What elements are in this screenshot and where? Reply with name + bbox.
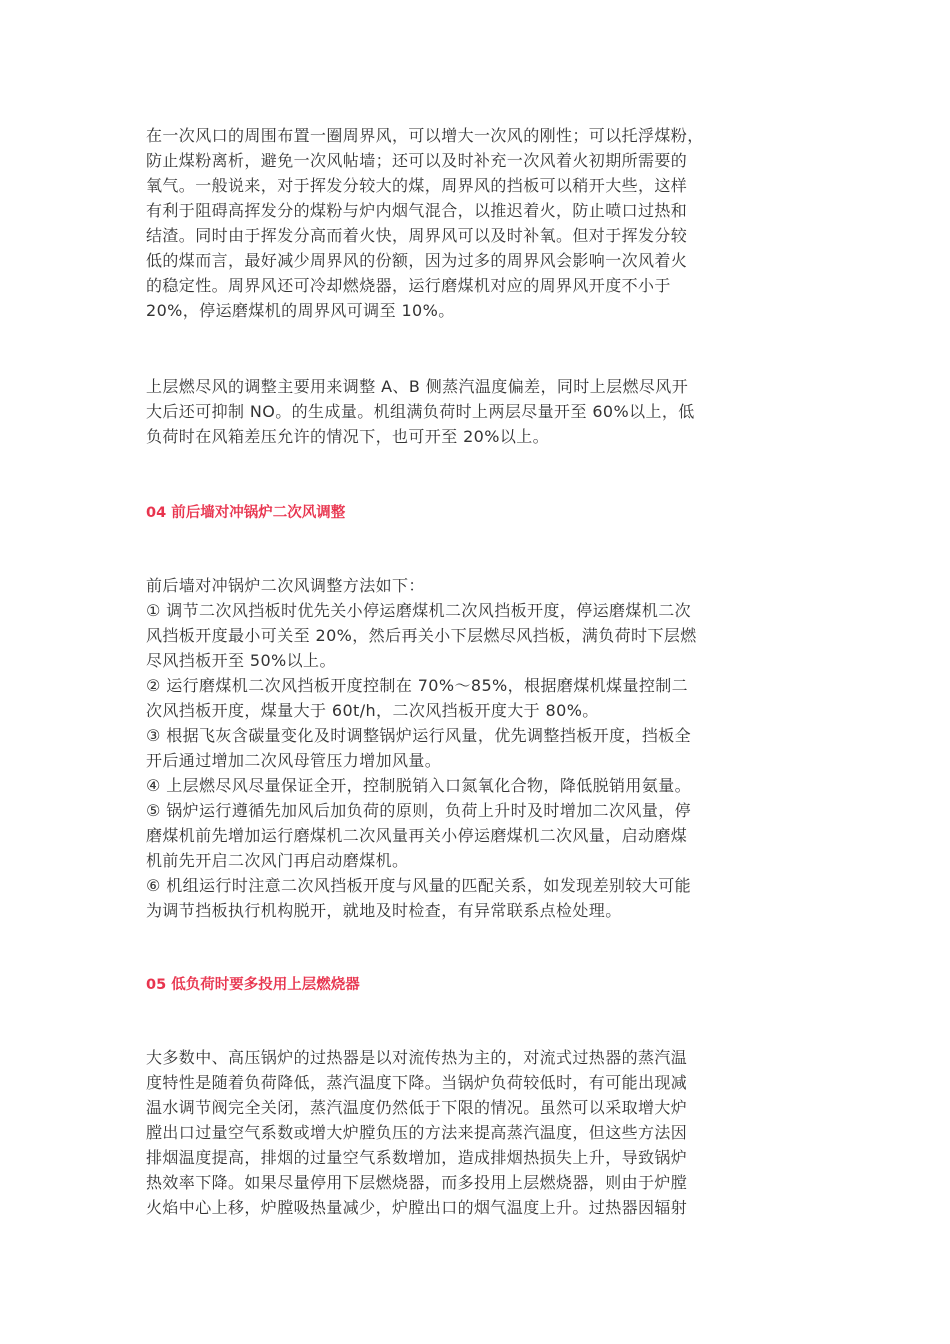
list-item: ① 调节二次风挡板时优先关小停运磨煤机二次风挡板开度，停运磨煤机二次 — [146, 601, 692, 620]
paragraph-secondary-air-method — [146, 573, 816, 923]
text-line: 负荷时在风箱差压允许的情况下，也可开至 20%以上。 — [146, 427, 550, 446]
text-line: 为调节挡板执行机构脱开，就地及时检查，有异常联系点检处理。 — [146, 901, 622, 920]
text-line: 在一次风口的周围布置一圈周界风，可以增大一次风的刚性；可以托浮煤粉， — [146, 126, 704, 145]
text-line: 次风挡板开度，煤量大于 60t/h，二次风挡板开度大于 80%。 — [146, 701, 599, 720]
paragraph-upper-burners — [146, 1045, 816, 1220]
list-item: ④ 上层燃尽风尽量保证全开，控制脱销入口氮氧化合物，降低脱销用氨量。 — [146, 776, 692, 795]
text-line: 20%，停运磨煤机的周界风可调至 10%。 — [146, 301, 455, 320]
list-item: ③ 根据飞灰含碳量变化及时调整锅炉运行风量，优先调整挡板开度，挡板全 — [146, 726, 692, 745]
text-line: 有利于阻碍高挥发分的煤粉与炉内烟气混合，以推迟着火，防止喷口过热和 — [146, 201, 688, 220]
text-line: 低的煤而言，最好减少周界风的份额，因为过多的周界风会影响一次风着火 — [146, 251, 688, 270]
paragraph-overfire-air — [146, 374, 816, 449]
list-item: ② 运行磨煤机二次风挡板开度控制在 70%～85%，根据磨煤机煤量控制二 — [146, 676, 689, 695]
text-line: 前后墙对冲锅炉二次风调整方法如下： — [146, 576, 425, 595]
text-line: 磨煤机前先增加运行磨煤机二次风量再关小停运磨煤机二次风量，启动磨煤 — [146, 826, 688, 845]
text-line: 风挡板开度最小可关至 20%，然后再关小下层燃尽风挡板，满负荷时下层燃 — [146, 626, 697, 645]
text-line: 氧气。一般说来，对于挥发分较大的煤，周界风的挡板可以稍开大些，这样 — [146, 176, 688, 195]
text-line: 开后通过增加二次风母管压力增加风量。 — [146, 751, 442, 770]
text-line: 温水调节阀完全关闭，蒸汽温度仍然低于下限的情况。虽然可以采取增大炉 — [146, 1098, 688, 1117]
text-line: 的稳定性。周界风还可冷却燃烧器，运行磨煤机对应的周界风开度不小于 — [146, 276, 671, 295]
text-line: 热效率下降。如果尽量停用下层燃烧器，而多投用上层燃烧器，则由于炉膛 — [146, 1173, 688, 1192]
list-item: ⑥ 机组运行时注意二次风挡板开度与风量的匹配关系，如发现差别较大可能 — [146, 876, 692, 895]
section-heading-05: 05 低负荷时要多投用上层燃烧器 — [146, 977, 360, 993]
section-heading-04: 04 前后墙对冲锅炉二次风调整 — [146, 505, 346, 521]
list-item: ⑤ 锅炉运行遵循先加风后加负荷的原则，负荷上升时及时增加二次风量，停 — [146, 801, 692, 820]
text-line: 机前先开启二次风门再启动磨煤机。 — [146, 851, 409, 870]
text-line: 火焰中心上移，炉膛吸热量减少，炉膛出口的烟气温度上升。过热器因辐射 — [146, 1198, 688, 1217]
text-line: 防止煤粉离析，避免一次风帖墙；还可以及时补充一次风着火初期所需要的 — [146, 151, 688, 170]
text-line: 膛出口过量空气系数或增大炉膛负压的方法来提高蒸汽温度，但这些方法因 — [146, 1123, 688, 1142]
text-line: 度特性是随着负荷降低，蒸汽温度下降。当锅炉负荷较低时，有可能出现减 — [146, 1073, 688, 1092]
text-line: 大后还可抑制 NO。的生成量。机组满负荷时上两层尽量开至 60%以上，低 — [146, 402, 695, 421]
text-line: 结渣。同时由于挥发分高而着火快，周界风可以及时补氧。但对于挥发分较 — [146, 226, 688, 245]
text-line: 尽风挡板开至 50%以上。 — [146, 651, 336, 670]
text-line: 排烟温度提高，排烟的过量空气系数增加，造成排烟热损失上升，导致锅炉 — [146, 1148, 688, 1167]
text-line: 大多数中、高压锅炉的过热器是以对流传热为主的，对流式过热器的蒸汽温 — [146, 1048, 688, 1067]
paragraph-peripheral-air — [146, 123, 816, 323]
text-line: 上层燃尽风的调整主要用来调整 A、B 侧蒸汽温度偏差，同时上层燃尽风开 — [146, 377, 689, 396]
